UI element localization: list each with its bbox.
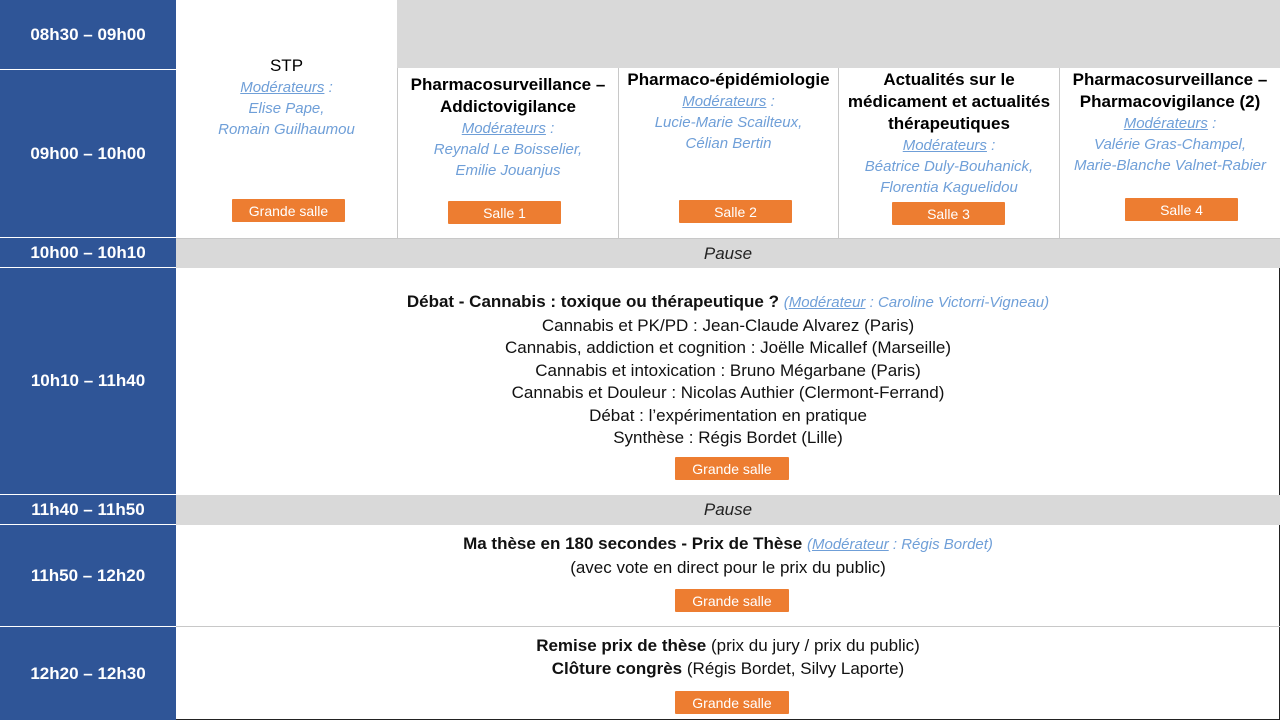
session-addictovigilance <box>397 68 618 238</box>
session-actualites <box>838 68 1059 238</box>
moderator-name: Marie-Blanche Valnet-Rabier <box>1073 157 1267 174</box>
session-title-line: thérapeutiques <box>888 114 1010 133</box>
time-slot-1010 <box>0 268 176 495</box>
session-title-line: Pharmacosurveillance – <box>410 75 606 94</box>
room-button-salle-2[interactable]: Salle 2 <box>679 200 792 223</box>
moderator-name: Célian Bertin <box>685 135 772 152</box>
session-title-line: Addictovigilance <box>439 97 577 116</box>
debate-moderator: (Modérateur : Caroline Victorri-Vigneau) <box>783 294 1050 311</box>
moderators-heading: Modérateurs : <box>682 93 775 110</box>
moderator-name: Valérie Gras-Champel, <box>1094 136 1246 153</box>
prize-line <box>176 635 1280 658</box>
session-title-line: Pharmaco-épidémiologie <box>627 70 830 89</box>
talk-line: Cannabis et PK/PD : Jean-Claude Alvarez (Paris) <box>541 315 915 335</box>
debate-title: Débat - Cannabis : toxique ou thérapeutique ? <box>406 292 779 311</box>
prize-detail: (prix du jury / prix du public) <box>711 636 920 655</box>
closing-line <box>176 658 1280 681</box>
debate-block <box>176 291 1280 450</box>
moderator-name: Emilie Jouanjus <box>455 162 561 179</box>
time-label: 08h30 – 09h00 <box>30 24 146 44</box>
prize-title: Remise prix de thèse <box>536 636 707 655</box>
moderator-name: : Régis Bordet) <box>892 536 993 553</box>
room-button-grande-salle[interactable]: Grande salle <box>675 457 789 480</box>
talk-line: Cannabis, addiction et cognition : Joëlle Micallef (Marseille) <box>505 338 951 357</box>
session-title-line: médicament et actualités <box>847 92 1051 111</box>
pause-label: Pause <box>703 243 753 263</box>
moderator-label: Modérateur <box>812 536 889 553</box>
pause-row <box>176 238 1280 268</box>
moderator-name: Elise Pape, <box>248 100 325 117</box>
time-label: 09h00 – 10h00 <box>30 143 146 163</box>
time-label: 10h10 – 11h40 <box>30 371 146 390</box>
moderator-name: Reynald Le Boisselier, <box>433 141 583 158</box>
closing-title: Clôture congrès <box>551 658 683 678</box>
debate-heading <box>176 291 1280 315</box>
time-label: 10h00 – 10h10 <box>30 242 146 262</box>
moderators-heading: Modérateurs : <box>240 79 333 96</box>
pause-row <box>176 495 1280 525</box>
room-button-grande-salle[interactable]: Grande salle <box>675 691 789 714</box>
talk-line: Débat : l’expérimentation en pratique <box>589 405 867 425</box>
time-label: 11h50 – 12h20 <box>30 565 146 585</box>
session-title-line: Pharmacovigilance (2) <box>1079 92 1261 111</box>
time-slot-1000 <box>0 238 176 268</box>
moderator-name: Béatrice Duly-Bouhanick, <box>864 158 1034 175</box>
time-slot-1150 <box>0 525 176 627</box>
session-title-line: Pharmacosurveillance – <box>1072 70 1268 89</box>
closing-detail: (Régis Bordet, Silvy Laporte) <box>686 658 905 678</box>
these-heading <box>176 533 1280 557</box>
time-slot-1140 <box>0 495 176 525</box>
closing-block <box>176 635 1280 680</box>
time-slot-1220 <box>0 627 176 720</box>
time-label: 12h20 – 12h30 <box>30 663 146 683</box>
header-band <box>397 0 1280 68</box>
moderator-name: Lucie-Marie Scailteux, <box>654 114 803 131</box>
session-pharmaco-epidemiologie <box>618 68 838 238</box>
moderator-name: : Caroline Victorri-Vigneau) <box>869 294 1050 311</box>
talk-line: Synthèse : Régis Bordet (Lille) <box>613 428 843 447</box>
room-button-grande-salle[interactable]: Grande salle <box>675 589 789 612</box>
room-button-grande-salle[interactable]: Grande salle <box>232 199 345 222</box>
pause-label: Pause <box>703 500 753 519</box>
session-stp <box>176 0 397 238</box>
these-subtitle: (avec vote en direct pour le prix du public) <box>570 557 886 577</box>
moderators-heading: Modérateurs : <box>1123 115 1217 132</box>
room-button-salle-3[interactable]: Salle 3 <box>892 202 1005 225</box>
moderators-label: Modérateurs <box>461 120 546 137</box>
moderator-label: Modérateur <box>788 294 866 311</box>
session-title-line: Actualités sur le <box>883 70 1015 89</box>
moderators-label: Modérateurs <box>240 79 325 96</box>
talk-line: Cannabis et intoxication : Bruno Mégarbane (Paris) <box>535 360 921 380</box>
moderators-label: Modérateurs <box>1123 115 1208 132</box>
moderator-name: Romain Guilhaumou <box>218 121 355 138</box>
these-title: Ma thèse en 180 secondes - Prix de Thèse <box>463 534 803 553</box>
these-moderator: (Modérateur : Régis Bordet) <box>807 536 993 553</box>
these-block <box>176 533 1280 579</box>
room-button-salle-4[interactable]: Salle 4 <box>1125 198 1238 221</box>
moderators-label: Modérateurs <box>902 137 987 154</box>
session-pharmacovigilance <box>1059 68 1280 238</box>
row-divider <box>176 626 1280 627</box>
time-label: 11h40 – 11h50 <box>31 499 145 519</box>
session-title: STP <box>269 56 304 75</box>
time-slot-0900 <box>0 70 176 238</box>
room-button-salle-1[interactable]: Salle 1 <box>448 201 561 224</box>
moderator-name: Florentia Kaguelidou <box>880 179 1018 196</box>
moderators-label: Modérateurs <box>682 93 767 110</box>
talk-line: Cannabis et Douleur : Nicolas Authier (Clermont-Ferrand) <box>511 383 945 402</box>
moderators-heading: Modérateurs : <box>461 120 555 137</box>
time-slot-0830 <box>0 0 176 70</box>
moderators-heading: Modérateurs : <box>902 137 996 154</box>
